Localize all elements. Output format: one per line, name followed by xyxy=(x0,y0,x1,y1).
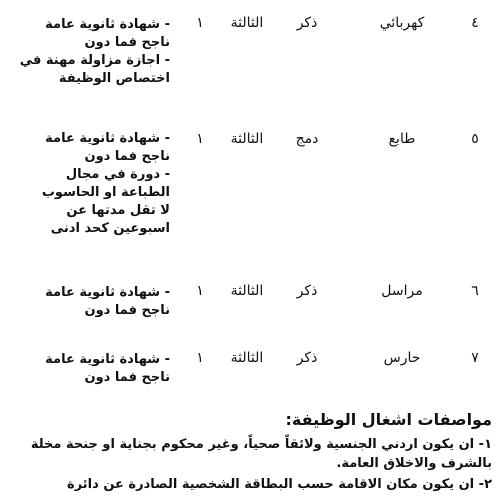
job-title: مراسل xyxy=(381,283,423,299)
qualification-line: ناجح فما دون xyxy=(84,149,170,164)
job-count: ١ xyxy=(196,283,204,299)
job-grade: الثالثة xyxy=(230,131,264,147)
qualification-line: - دورة في مجال xyxy=(65,167,170,182)
row-number: ٦ xyxy=(471,283,479,299)
qualification-line: ناجح فما دون xyxy=(84,303,170,318)
job-qualifications xyxy=(0,351,170,387)
qualification-line: اسبوعين كحد ادنى xyxy=(50,221,170,236)
qualification-line: ناجح فما دون xyxy=(84,370,170,385)
qualification-line: لا تقل مدتها عن xyxy=(66,203,170,218)
qualification-line: - شهادة ثانوية عامة xyxy=(45,17,170,32)
job-count: ١ xyxy=(196,131,204,147)
requirement-2-line-1: ٢- ان يكون مكان الاقامة حسب البطاقة الشخصية الصادرة عن دائرة xyxy=(67,477,492,492)
job-qualifications xyxy=(0,284,170,320)
qualification-line: ناجح فما دون xyxy=(84,35,170,50)
job-gender: ذكر xyxy=(296,283,318,299)
job-grade: الثالثة xyxy=(230,350,264,366)
requirements-heading: مواصفات اشغال الوظيفة: xyxy=(285,410,492,429)
job-title: حارس xyxy=(383,350,421,366)
requirement-1-line-1: ١- ان يكون اردني الجنسية ولائقاً صحياً، وغير محكوم بجناية او جنحة مخلة xyxy=(30,437,492,452)
job-gender: ذكر xyxy=(296,350,318,366)
job-qualifications xyxy=(0,16,170,88)
job-grade: الثالثة xyxy=(230,283,264,299)
qualification-line: - شهادة ثانوية عامة xyxy=(45,285,170,300)
job-count: ١ xyxy=(196,350,204,366)
qualification-line: - شهادة ثانوية عامة xyxy=(45,131,170,146)
row-number: ٤ xyxy=(471,15,479,31)
job-gender: ذكر xyxy=(296,15,318,31)
qualification-line: الطباعة او الحاسوب xyxy=(41,185,170,200)
row-number: ٧ xyxy=(471,350,479,366)
job-grade: الثالثة xyxy=(230,15,264,31)
job-title: طابع xyxy=(388,131,416,147)
job-gender: دمج xyxy=(295,131,319,147)
job-title: كهربائي xyxy=(379,15,425,31)
job-count: ١ xyxy=(196,15,204,31)
requirement-1-line-2: بالشرف والاخلاق العامة. xyxy=(336,456,492,471)
qualification-line: اختصاص الوظيفة xyxy=(58,71,170,86)
row-number: ٥ xyxy=(471,131,479,147)
job-qualifications xyxy=(0,130,170,238)
qualification-line: - شهادة ثانوية عامة xyxy=(45,352,170,367)
qualification-line: - اجازة مزاولة مهنة في xyxy=(19,53,170,68)
